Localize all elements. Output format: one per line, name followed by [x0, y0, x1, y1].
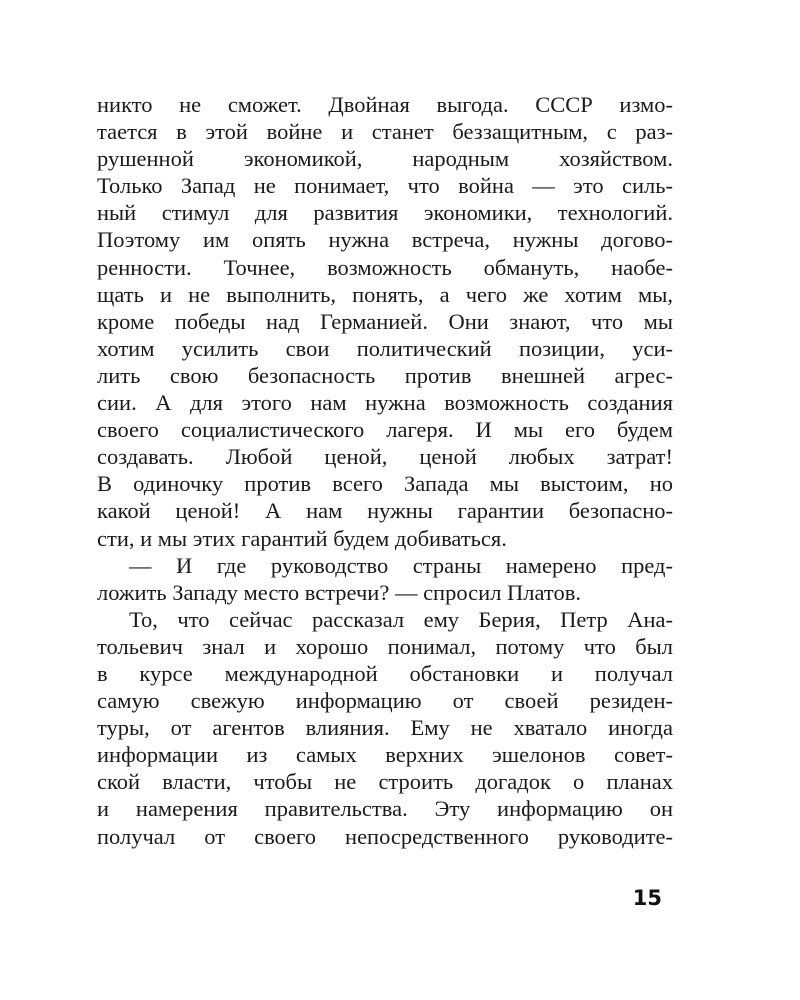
text-line: ный стимул для развития экономики, технологий. [97, 200, 673, 226]
text-line: — И где руководство страны намерено пред- [129, 552, 673, 578]
text-line: ложить Западу место встречи? — спросил Платов. [97, 579, 581, 605]
text-line: создавать. Любой ценой, ценой любых затрат! [97, 444, 673, 470]
text-line: информации из самых верхних эшелонов совет- [97, 742, 673, 768]
text-line: никто не сможет. Двойная выгода. СССР измо- [97, 92, 673, 117]
text-line: лить свою безопасность против внешней агрес- [97, 362, 673, 388]
text-line: В одиночку против всего Запада мы выстоим, но [97, 471, 673, 497]
text-line: тается в этой войне и станет беззащитным, с раз- [97, 119, 673, 145]
text-line: своего социалистического лагеря. И мы его будем [97, 417, 673, 443]
text-line: получал от своего непосредственного руководите- [97, 823, 673, 849]
text-line: туры, от агентов влияния. Ему не хватало иногда [97, 715, 673, 741]
text-line: щать и не выполнить, понять, а чего же хотим мы, [97, 281, 673, 307]
text-line: сии. А для этого нам нужна возможность создания [97, 390, 673, 416]
text-line: хотим усилить свои политический позиции, уси- [97, 335, 673, 361]
text-line: То, что сейчас рассказал ему Берия, Петр Ана- [129, 606, 673, 632]
page-number: 15 [632, 886, 662, 910]
text-line: самую свежую информацию от своей резиден- [97, 688, 673, 714]
text-line: и намерения правительства. Эту информацию он [97, 796, 673, 822]
text-line: рушенной экономикой, народным хозяйством. [97, 146, 673, 172]
text-line: кроме победы над Германией. Они знают, что мы [97, 308, 673, 334]
text-line: сти, и мы этих гарантий будем добиваться. [97, 525, 507, 551]
text-line: ренности. Точнее, возможность обмануть, наобе- [97, 254, 673, 280]
text-line: в курсе международной обстановки и получал [97, 660, 673, 686]
text-line: Только Запад не понимает, что война — это силь- [97, 173, 673, 199]
text-line: тольевич знал и хорошо понимал, потому что был [97, 633, 673, 659]
text-line: какой ценой! А нам нужны гарантии безопасно- [97, 498, 673, 524]
text-line: ской власти, чтобы не строить догадок о планах [97, 769, 673, 795]
body-text [97, 91, 673, 850]
text-line: Поэтому им опять нужна встреча, нужны догово- [97, 227, 673, 253]
